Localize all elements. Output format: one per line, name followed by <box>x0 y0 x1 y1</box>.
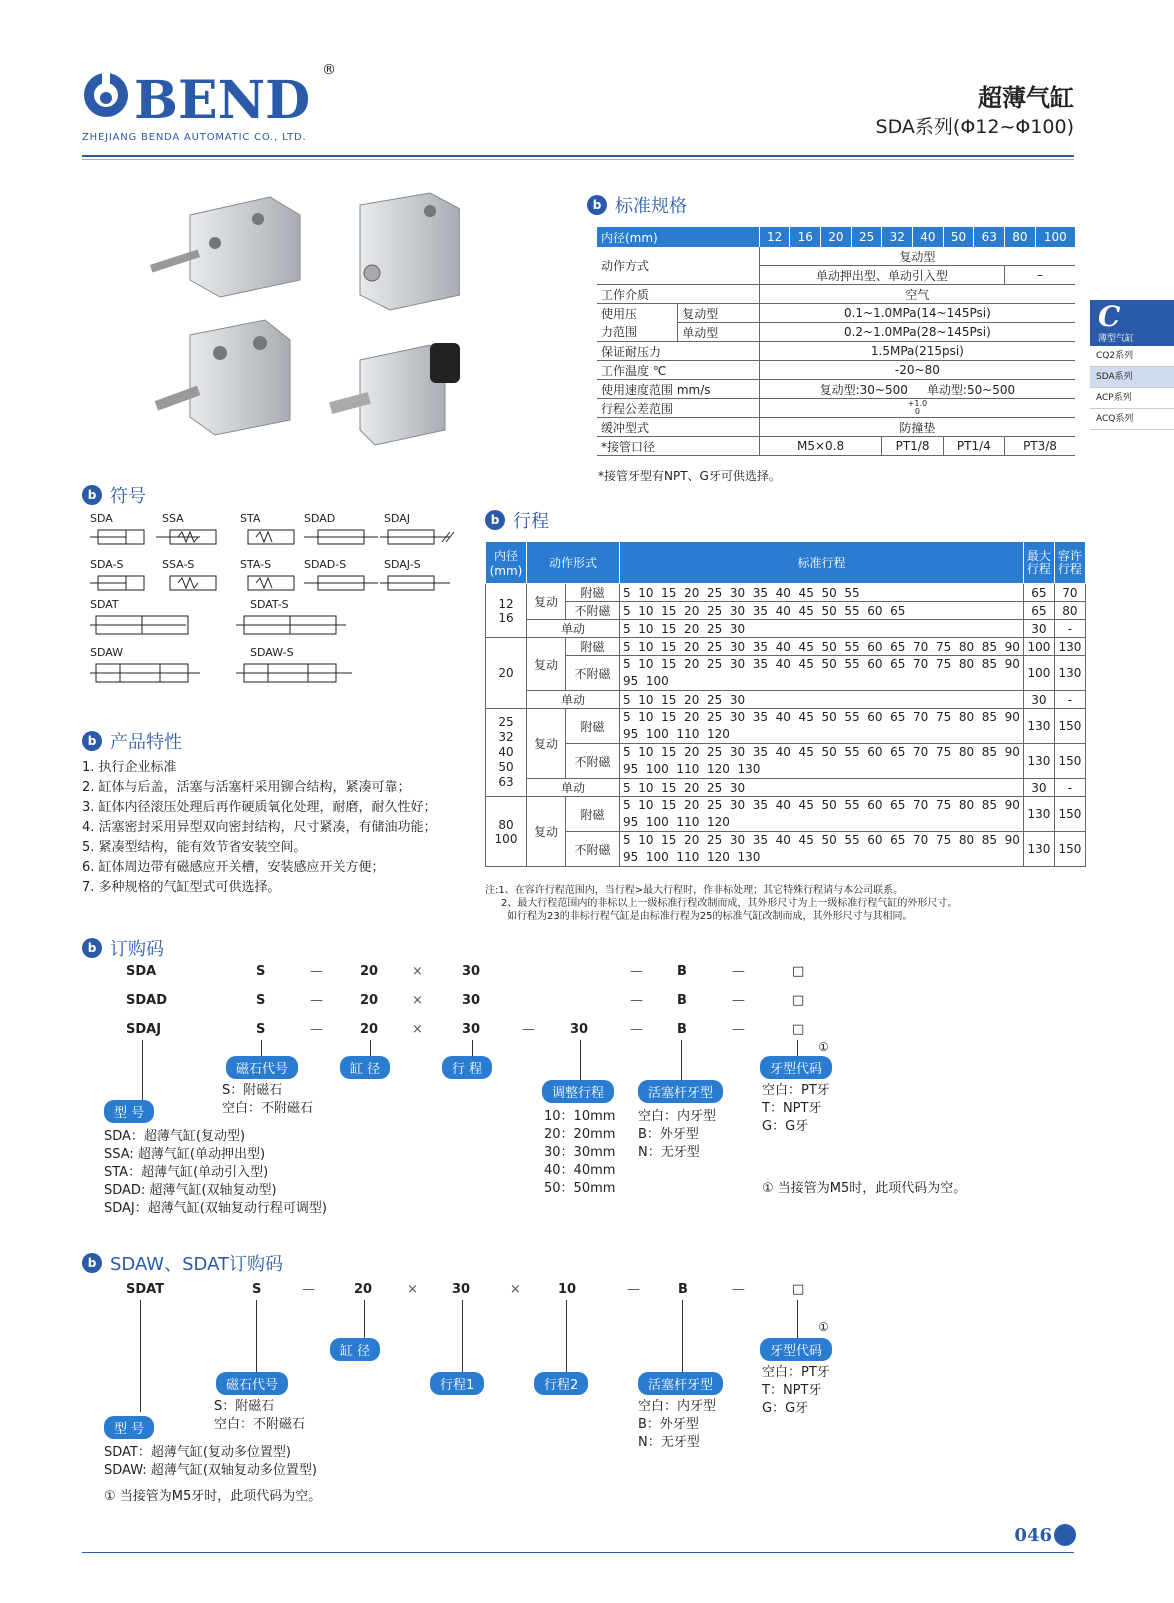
stroke-row: 不附磁 5 10 15 20 25 30 35 40 45 50 55 60 65 65 80 <box>486 602 1086 620</box>
spec-heading: b 标准规格 <box>587 192 687 218</box>
feature-item: 5. 紧凑型结构，能有效节省安装空间。 <box>82 840 307 855</box>
order-code: □ <box>792 1282 805 1297</box>
order-code: S <box>256 1022 266 1037</box>
model-pill: 型 号 <box>104 1100 154 1123</box>
feature-item: 6. 缸体周边带有磁感应开关槽，安装感应开关方便； <box>82 860 385 875</box>
order-heading: b 订购码 <box>82 935 164 961</box>
side-tab-item[interactable]: ACQ系列 <box>1090 409 1174 430</box>
order-code: SDAT <box>126 1282 165 1297</box>
stroke-row: 25 32 40 50 63 复动 附磁 5 10 15 20 25 30 35 40 45 50 55 60 65 70 75 80 85 90 95 100 110 120 130 150 <box>486 709 1086 744</box>
order-code: 20 <box>360 993 379 1008</box>
symbol-label: SDAW <box>90 646 124 659</box>
stroke-row: 20 复动 附磁 5 10 15 20 25 30 35 40 45 50 55 60 65 70 75 80 85 90 100 130 <box>486 638 1086 656</box>
rod-thread-pill: 活塞杆牙型 <box>638 1080 723 1103</box>
feature-item: 2. 缸体与后盖，活塞与活塞杆采用铆合结构，紧凑可靠； <box>82 780 411 795</box>
page-subtitle: SDA系列(Φ12~Φ100) <box>875 116 1074 138</box>
spec-row-cushion: 缓冲型式 防撞垫 <box>597 418 1075 437</box>
magnet-list: S：附磁石 空白：不附磁石 <box>214 1399 306 1432</box>
company-name: ZHEJIANG BENDA AUTOMATIC CO., LTD. <box>82 132 307 143</box>
stroke-row: 不附磁 5 10 15 20 25 30 35 40 45 50 55 60 65 70 75 80 85 90 95 100 100 130 <box>486 656 1086 691</box>
order-code: 20 <box>354 1282 373 1297</box>
registered-mark: ® <box>322 62 336 78</box>
symbol-grid <box>90 512 470 707</box>
header-rule-thin <box>82 159 1074 160</box>
model-list: SDA：超薄气缸(复动型) SSA: 超薄气缸(单动押出型) STA：超薄气缸(单动引入型) SDAD: 超薄气缸(双轴复动型) SDAJ：超薄气缸(双轴复动行程可调型) <box>104 1129 327 1216</box>
spec-row-temp: 工作温度 ℃ -20~80 <box>597 361 1075 380</box>
spec-row-action-1: 动作方式 复动型 <box>597 247 1075 266</box>
magnet-code-pill: 磁石代号 <box>226 1056 298 1079</box>
spec-row-action-2: 单动押出型、单动引入型 – <box>597 266 1075 285</box>
order-code: SDAD <box>126 993 168 1008</box>
stroke-header-row: 内径 (mm) 动作形式 标准行程 最大 行程 容许 行程 <box>486 542 1086 584</box>
adjust-stroke-pill: 调整行程 <box>542 1080 614 1103</box>
feature-item: 7. 多种规格的气缸型式可供选择。 <box>82 880 281 895</box>
feature-heading: b 产品特性 <box>82 728 182 754</box>
bullet-b-icon: b <box>82 485 102 505</box>
stroke2-pill: 行程2 <box>534 1372 588 1395</box>
symbol-label: STA <box>240 512 261 525</box>
adjust-list: 10：10mm 20：20mm 30：30mm 40：40mm 50：50mm <box>544 1109 616 1196</box>
bullet-b-icon: b <box>82 1253 102 1273</box>
order-code: 30 <box>452 1282 471 1297</box>
footer-logo-icon <box>1054 1524 1076 1546</box>
order-code: □ <box>792 1022 805 1037</box>
order-code: B <box>677 993 687 1008</box>
thread-list: 空白：PT牙 T：NPT牙 G：G牙 <box>762 1083 830 1134</box>
spec-row-proof: 保证耐压力 1.5MPa(215psi) <box>597 342 1075 361</box>
thread-note: ① 当接管为M5牙时，此项代码为空。 <box>104 1489 322 1504</box>
svg-text:BEND: BEND <box>134 70 311 131</box>
symbol-label: STA-S <box>240 558 272 571</box>
order-code: B <box>677 1022 687 1037</box>
bore-pill: 缸 径 <box>340 1056 390 1079</box>
rod-list: 空白：内牙型 B：外牙型 N：无牙型 <box>638 1109 717 1160</box>
feature-list <box>82 758 437 898</box>
spec-row-tolerance: 行程公差范围 +1.0 0 <box>597 399 1075 418</box>
order-code: B <box>678 1282 688 1297</box>
order-code: SDA <box>126 964 157 979</box>
rod-thread-pill: 活塞杆牙型 <box>638 1372 723 1395</box>
bullet-b-icon: b <box>485 510 505 530</box>
symbol-row-1-icon <box>90 526 470 550</box>
symbol-heading: b 符号 <box>82 482 146 508</box>
stroke-row: 不附磁 5 10 15 20 25 30 35 40 45 50 55 60 65 70 75 80 85 90 95 100 110 120 130 130 150 <box>486 744 1086 779</box>
order-code: S <box>252 1282 262 1297</box>
spec-row-press-single: 力范围 单动型 0.2~1.0MPa(28~145Psi) <box>597 323 1075 342</box>
symbol-label: SDAT <box>90 598 119 611</box>
stroke-table <box>485 541 1086 867</box>
side-tab-item[interactable]: CQ2系列 <box>1090 346 1174 367</box>
order-code: 30 <box>570 1022 589 1037</box>
bullet-b-icon: b <box>82 938 102 958</box>
symbol-label: SDAW-S <box>250 646 294 659</box>
order-code: S <box>256 993 266 1008</box>
bore-pill: 缸 径 <box>330 1338 380 1361</box>
magnet-list: S：附磁石 空白：不附磁石 <box>222 1083 314 1116</box>
order-code: SDAJ <box>126 1022 162 1037</box>
model-pill: 型 号 <box>104 1416 154 1439</box>
stroke-row: 单动 5 10 15 20 25 30 30 - <box>486 620 1086 638</box>
order-code: B <box>677 964 687 979</box>
order-code: 10 <box>558 1282 577 1297</box>
symbol-label: SSA <box>162 512 184 525</box>
model-list: SDAT：超薄气缸(复动多位置型) SDAW: 超薄气缸(双轴复动多位置型) <box>104 1445 317 1478</box>
magnet-code-pill: 磁石代号 <box>216 1372 288 1395</box>
order-code: 20 <box>360 964 379 979</box>
order-code: 30 <box>462 964 481 979</box>
symbol-label: SDAT-S <box>250 598 289 611</box>
benda-logo <box>82 62 352 142</box>
symbol-label: SDAD <box>304 512 336 525</box>
symbol-label: SDA <box>90 512 113 525</box>
feature-item: 1. 执行企业标准 <box>82 760 177 775</box>
symbol-label: SDAJ <box>384 512 411 525</box>
symbol-row-3-icon <box>90 612 470 640</box>
stroke-row: 单动 5 10 15 20 25 30 30 - <box>486 779 1086 797</box>
stroke-pill: 行 程 <box>442 1056 492 1079</box>
stroke-notes: 注:1、在容许行程范围内，当行程>最大行程时，作非标处理；其它特殊行程请与本公司联系。 2、最大行程范围内的非标以上一级标准行程改制而成，其外形尺寸为上一级标准行程气缸的外形尺寸。 如行程为23的非标行程气缸是由标准行程为25的标准气缸改制而成，其外形尺寸与其相同。 <box>485 885 958 922</box>
stroke-row: 不附磁 5 10 15 20 25 30 35 40 45 50 55 60 65 70 75 80 85 90 95 100 110 120 130 130 150 <box>486 832 1086 867</box>
side-tab-item[interactable]: ACP系列 <box>1090 388 1174 409</box>
stroke-row: 12 16 复动 附磁 5 10 15 20 25 30 35 40 45 50 55 65 70 <box>486 584 1086 602</box>
stroke-heading: b 行程 <box>485 507 549 533</box>
order-code: 30 <box>462 1022 481 1037</box>
bullet-b-icon: b <box>82 731 102 751</box>
spec-header-row: 内径(mm) 12 16 20 25 32 40 50 63 80 100 <box>597 227 1075 247</box>
stroke-table-wrap <box>485 541 1086 867</box>
order-code: □ <box>792 993 805 1008</box>
order-code: 30 <box>462 993 481 1008</box>
symbol-row-2-icon <box>90 572 470 596</box>
symbol-label: SDAD-S <box>304 558 347 571</box>
spec-row-speed: 使用速度范围 mm/s 复动型:30~500 单动型:50~500 <box>597 380 1075 399</box>
stroke-row: 80 100 复动 附磁 5 10 15 20 25 30 35 40 45 50 55 60 65 70 75 80 85 90 95 100 110 120 130 150 <box>486 797 1086 832</box>
thread-note: ① 当接管为M5时，此项代码为空。 <box>762 1181 967 1196</box>
thread-code-pill: 牙型代码 <box>760 1338 832 1361</box>
spec-table-wrap <box>597 227 1075 456</box>
stroke-row: 单动 5 10 15 20 25 30 30 - <box>486 691 1086 709</box>
symbol-row-4-icon <box>90 660 470 688</box>
spec-row-port: *接管口径 M5×0.8 PT1/8 PT1/4 PT3/8 <box>597 437 1075 456</box>
product-photos <box>130 185 460 455</box>
order-code-diagram: SDA S — 20 × 30 — B — □ SDAD S — 20 × 30 — B — □ SDAJ S — 20 × 30 — 30 — B — □ 型 号 磁石代号 缸 径 行 程 调整行程 活塞杆牙型 ① 牙型代码 S：附磁石 空白：不附磁石 SDA：超薄气缸(复动型) SSA: 超薄气缸(单动押出型) STA：超薄气缸(单动引入型) SDAD: 超薄气缸(双轴复动型) SDAJ：超薄气缸(双轴复动行程可调型) 10：10mm 20：20mm 30：30mm 40：40mm 50：50mm 空白：内牙型 B：外牙型 N：无牙型 空白：PT牙 T：NPT牙 G：G牙 ① 当接管为M5时，此项代码为空。 <box>104 964 967 1216</box>
thread-list: 空白：PT牙 T：NPT牙 G：G牙 <box>762 1365 830 1416</box>
symbol-label: SDAJ-S <box>384 558 421 571</box>
stroke1-pill: 行程1 <box>430 1372 484 1395</box>
feature-item: 4. 活塞密封采用异型双向密封结构，尺寸紧凑，有储油功能； <box>82 820 437 835</box>
order2-heading: b SDAW、SDAT订购码 <box>82 1250 283 1276</box>
spec-row-medium: 工作介质 空气 <box>597 285 1075 304</box>
spec-table <box>597 227 1075 456</box>
footer-rule <box>82 1552 1074 1553</box>
order-code: □ <box>792 964 805 979</box>
symbol-label: SDA-S <box>90 558 124 571</box>
order2-code-diagram: SDAT S — 20 × 30 × 10 — B — □ 型 号 磁石代号 缸 径 行程1 行程2 活塞杆牙型 ① 牙型代码 S：附磁石 空白：不附磁石 空白：内牙型 B：外牙型 N：无牙型 空白：PT牙 T：NPT牙 G：G牙 SDAT：超薄气缸(复动多位置型) SDAW: 超薄气缸(双轴复动多位置型) ① 当接管为M5牙时，此项代码为空。 <box>82 1278 1074 1498</box>
order-code: 20 <box>360 1022 379 1037</box>
feature-item: 3. 缸体内径滚压处理后再作硬质氧化处理，耐磨，耐久性好； <box>82 800 437 815</box>
thread-code-pill: 牙型代码 <box>760 1056 832 1079</box>
side-tab <box>1090 300 1174 430</box>
side-tab-header: C 薄型气缸 <box>1090 300 1174 346</box>
rod-list: 空白：内牙型 B：外牙型 N：无牙型 <box>638 1399 717 1450</box>
header-rule <box>82 155 1074 157</box>
symbol-label: SSA-S <box>162 558 195 571</box>
bullet-b-icon: b <box>587 195 607 215</box>
page-title: 超薄气缸 <box>978 84 1074 112</box>
page-number: 046 <box>1014 1525 1052 1546</box>
spec-note: *接管牙型有NPT、G牙可供选择。 <box>598 469 781 483</box>
order-code: S <box>256 964 266 979</box>
side-tab-item-active[interactable]: SDA系列 <box>1090 367 1174 388</box>
spec-row-press-double: 使用压 复动型 0.1~1.0MPa(14~145Psi) <box>597 304 1075 323</box>
